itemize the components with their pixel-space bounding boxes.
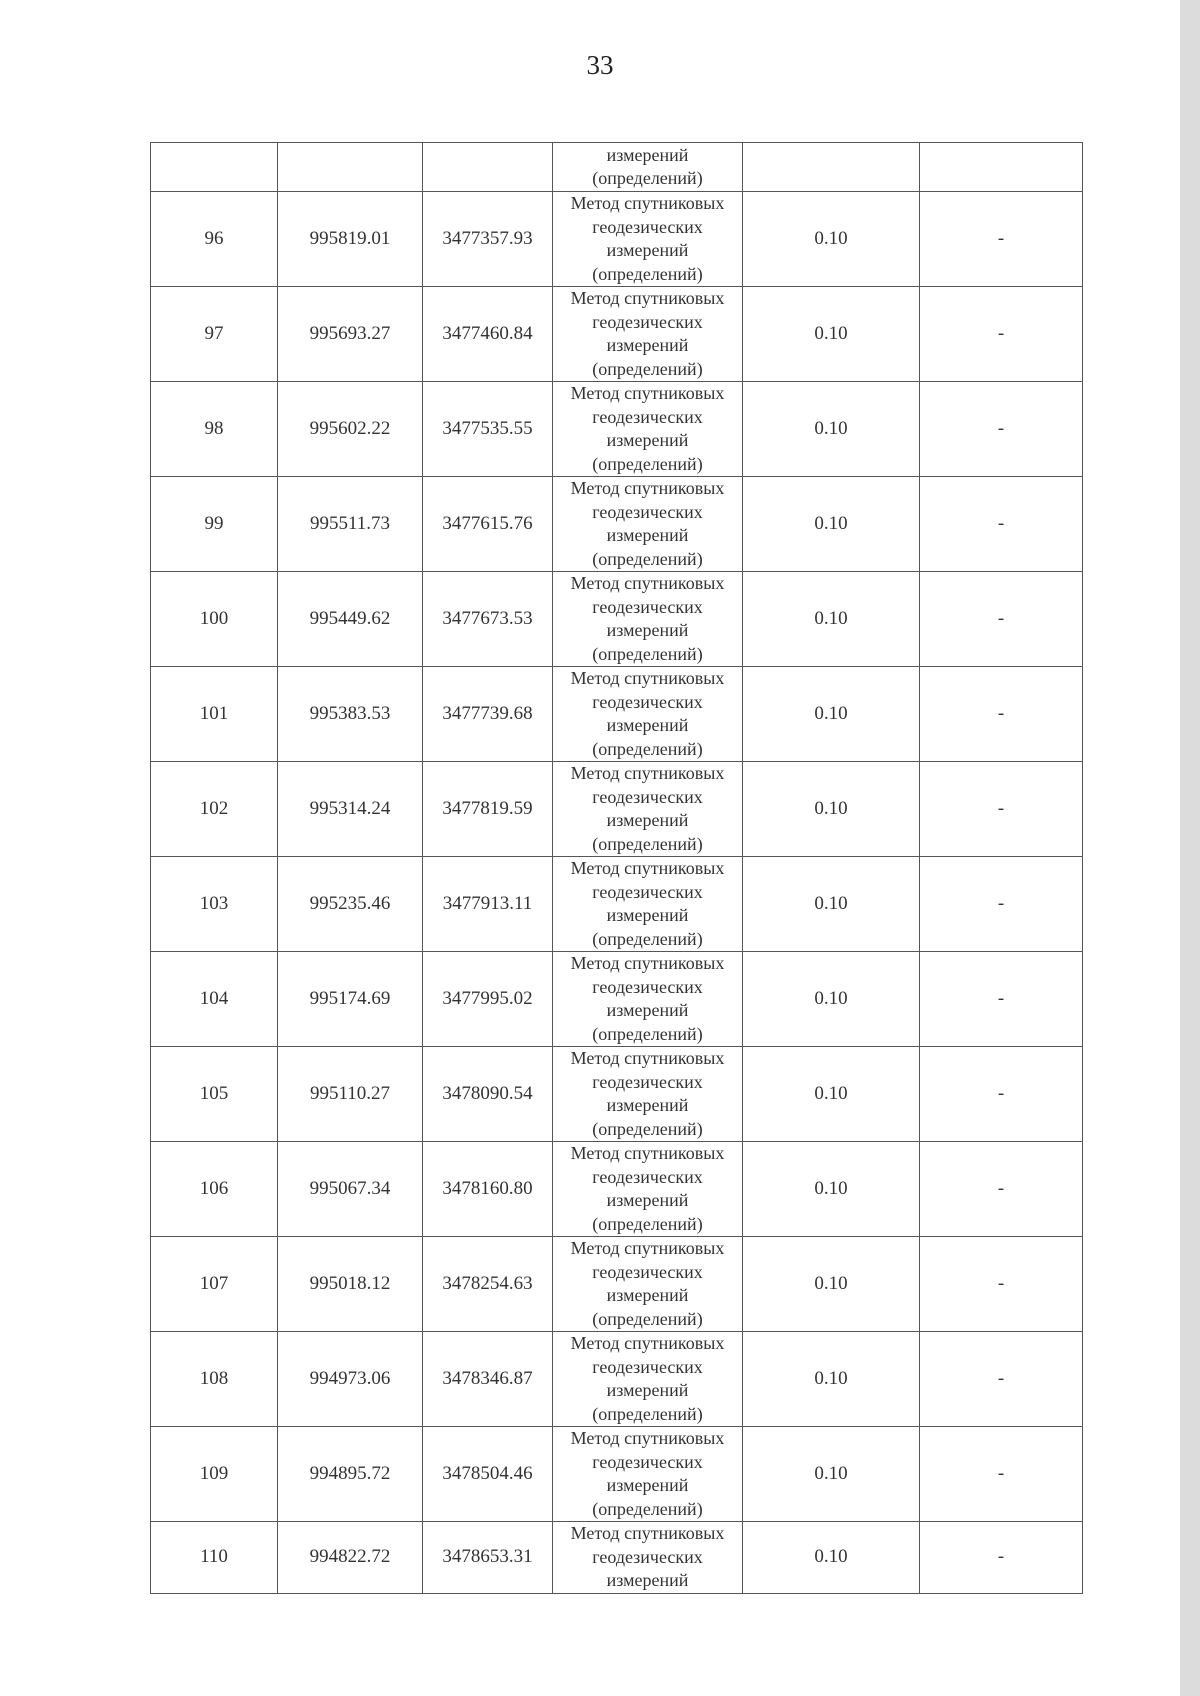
table-body xyxy=(151,143,1083,1594)
method-line: измерений xyxy=(606,525,689,545)
table-row xyxy=(151,667,1083,762)
method-line: (определений) xyxy=(592,263,703,284)
method-line: (определений) xyxy=(592,358,703,379)
cell-x: 995449.62 xyxy=(278,572,423,667)
cell-number: 96 xyxy=(151,192,278,287)
method-line: (определений) xyxy=(592,643,703,664)
cell-y: 3477673.53 xyxy=(423,572,553,667)
cell-note: - xyxy=(920,952,1083,1047)
method-line: геодезических xyxy=(592,691,703,712)
table-row xyxy=(151,1047,1083,1142)
method-line: Метод спутниковых xyxy=(570,288,725,308)
method-line: (определений) xyxy=(592,1498,703,1519)
cell-number xyxy=(151,143,278,192)
cell-note xyxy=(920,143,1083,192)
cell-number: 109 xyxy=(151,1427,278,1522)
cell-number: 100 xyxy=(151,572,278,667)
cell-number: 104 xyxy=(151,952,278,1047)
method-line: (определений) xyxy=(592,1308,703,1329)
cell-x: 995018.12 xyxy=(278,1237,423,1332)
cell-error: 0.10 xyxy=(743,1522,920,1594)
cell-x: 994973.06 xyxy=(278,1332,423,1427)
cell-x: 995511.73 xyxy=(278,477,423,572)
cell-number: 97 xyxy=(151,287,278,382)
method-line: геодезических xyxy=(592,406,703,427)
method-line: (определений) xyxy=(592,1213,703,1234)
method-line: Метод спутниковых xyxy=(570,1333,725,1353)
cell-y: 3477913.11 xyxy=(423,857,553,952)
cell-note: - xyxy=(920,762,1083,857)
method-line: геодезических xyxy=(592,311,703,332)
cell-y: 3478090.54 xyxy=(423,1047,553,1142)
cell-number: 102 xyxy=(151,762,278,857)
coordinates-table xyxy=(150,142,1083,1594)
cell-x: 995067.34 xyxy=(278,1142,423,1237)
method-line: измерений xyxy=(606,335,689,355)
cell-method xyxy=(553,477,743,572)
method-line: измерений xyxy=(606,715,689,735)
cell-number: 106 xyxy=(151,1142,278,1237)
cell-note: - xyxy=(920,287,1083,382)
cell-method xyxy=(553,1522,743,1594)
method-line: Метод спутниковых xyxy=(570,1143,725,1163)
method-line: геодезических xyxy=(592,1071,703,1092)
method-line: геодезических xyxy=(592,1166,703,1187)
cell-x: 995174.69 xyxy=(278,952,423,1047)
method-line: (определений) xyxy=(592,168,703,188)
cell-note: - xyxy=(920,1237,1083,1332)
cell-number: 108 xyxy=(151,1332,278,1427)
table-row xyxy=(151,857,1083,952)
cell-x: 995110.27 xyxy=(278,1047,423,1142)
method-line: (определений) xyxy=(592,1118,703,1139)
cell-y: 3478504.46 xyxy=(423,1427,553,1522)
method-line: Метод спутниковых xyxy=(570,478,725,498)
cell-method xyxy=(553,1237,743,1332)
cell-error: 0.10 xyxy=(743,192,920,287)
cell-method xyxy=(553,952,743,1047)
method-line: измерений xyxy=(606,1475,689,1495)
cell-x: 995383.53 xyxy=(278,667,423,762)
cell-y: 3477535.55 xyxy=(423,382,553,477)
table-row xyxy=(151,477,1083,572)
cell-method xyxy=(553,1047,743,1142)
cell-y: 3477615.76 xyxy=(423,477,553,572)
cell-y: 3478653.31 xyxy=(423,1522,553,1594)
cell-x: 995819.01 xyxy=(278,192,423,287)
cell-x: 995235.46 xyxy=(278,857,423,952)
cell-error: 0.10 xyxy=(743,1142,920,1237)
table-row xyxy=(151,952,1083,1047)
cell-note: - xyxy=(920,477,1083,572)
method-line: Метод спутниковых xyxy=(570,1238,725,1258)
method-line: Метод спутниковых xyxy=(570,858,725,878)
cell-number: 98 xyxy=(151,382,278,477)
method-line: Метод спутниковых xyxy=(570,668,725,688)
cell-method xyxy=(553,1332,743,1427)
cell-y: 3477995.02 xyxy=(423,952,553,1047)
method-line: измерений xyxy=(606,1380,689,1400)
method-line: геодезических xyxy=(592,501,703,522)
cell-method xyxy=(553,857,743,952)
cell-note: - xyxy=(920,192,1083,287)
cell-y: 3477357.93 xyxy=(423,192,553,287)
cell-number: 103 xyxy=(151,857,278,952)
page-number: 33 xyxy=(586,50,614,80)
method-line: (определений) xyxy=(592,833,703,854)
table-row xyxy=(151,1237,1083,1332)
table-row xyxy=(151,382,1083,477)
cell-x: 994895.72 xyxy=(278,1427,423,1522)
cell-note: - xyxy=(920,1522,1083,1594)
cell-y: 3477739.68 xyxy=(423,667,553,762)
cell-error: 0.10 xyxy=(743,667,920,762)
cell-y xyxy=(423,143,553,192)
cell-method xyxy=(553,192,743,287)
cell-note: - xyxy=(920,857,1083,952)
method-line: измерений xyxy=(606,144,689,165)
cell-error: 0.10 xyxy=(743,572,920,667)
method-line: измерений xyxy=(606,1095,689,1115)
method-line: Метод спутниковых xyxy=(570,1428,725,1448)
method-line: геодезических xyxy=(592,786,703,807)
method-line: измерений xyxy=(606,810,689,830)
cell-error: 0.10 xyxy=(743,382,920,477)
method-line: измерений xyxy=(606,1570,689,1590)
table-row xyxy=(151,762,1083,857)
table-row xyxy=(151,192,1083,287)
method-line: измерений xyxy=(606,240,689,260)
cell-error: 0.10 xyxy=(743,1427,920,1522)
method-line: геодезических xyxy=(592,1546,703,1567)
cell-x: 994822.72 xyxy=(278,1522,423,1594)
method-line: измерений xyxy=(606,430,689,450)
table-row xyxy=(151,1142,1083,1237)
cell-error: 0.10 xyxy=(743,857,920,952)
method-line: Метод спутниковых xyxy=(570,573,725,593)
method-line: геодезических xyxy=(592,881,703,902)
cell-error: 0.10 xyxy=(743,477,920,572)
method-line: (определений) xyxy=(592,928,703,949)
cell-method xyxy=(553,572,743,667)
cell-x: 995602.22 xyxy=(278,382,423,477)
cell-method xyxy=(553,1427,743,1522)
cell-note: - xyxy=(920,1047,1083,1142)
cell-y: 3478254.63 xyxy=(423,1237,553,1332)
method-line: Метод спутниковых xyxy=(570,953,725,973)
method-line: Метод спутниковых xyxy=(570,383,725,403)
method-line: геодезических xyxy=(592,216,703,237)
cell-number: 110 xyxy=(151,1522,278,1594)
page-edge xyxy=(1180,0,1200,1696)
method-line: измерений xyxy=(606,1000,689,1020)
continuation-row xyxy=(151,143,1083,192)
cell-number: 99 xyxy=(151,477,278,572)
method-line: измерений xyxy=(606,1285,689,1305)
cell-number: 101 xyxy=(151,667,278,762)
table-row xyxy=(151,287,1083,382)
cell-note: - xyxy=(920,1142,1083,1237)
table-row xyxy=(151,1332,1083,1427)
method-line: Метод спутниковых xyxy=(570,1523,725,1543)
cell-note: - xyxy=(920,572,1083,667)
method-line: геодезических xyxy=(592,976,703,997)
cell-y: 3477460.84 xyxy=(423,287,553,382)
method-line: Метод спутниковых xyxy=(570,193,725,213)
cell-y: 3478346.87 xyxy=(423,1332,553,1427)
cell-error: 0.10 xyxy=(743,1237,920,1332)
cell-method xyxy=(553,382,743,477)
table-row xyxy=(151,1427,1083,1522)
cell-note: - xyxy=(920,1427,1083,1522)
method-line: (определений) xyxy=(592,738,703,759)
cell-method xyxy=(553,143,743,192)
table-row xyxy=(151,1522,1083,1594)
cell-x: 995314.24 xyxy=(278,762,423,857)
cell-x: 995693.27 xyxy=(278,287,423,382)
cell-y: 3477819.59 xyxy=(423,762,553,857)
cell-number: 107 xyxy=(151,1237,278,1332)
method-line: (определений) xyxy=(592,453,703,474)
cell-error: 0.10 xyxy=(743,1047,920,1142)
method-line: (определений) xyxy=(592,1023,703,1044)
cell-error: 0.10 xyxy=(743,287,920,382)
cell-note: - xyxy=(920,1332,1083,1427)
cell-error: 0.10 xyxy=(743,1332,920,1427)
method-line: геодезических xyxy=(592,1261,703,1282)
method-line: Метод спутниковых xyxy=(570,1048,725,1068)
method-line: (определений) xyxy=(592,1403,703,1424)
cell-error: 0.10 xyxy=(743,762,920,857)
cell-method xyxy=(553,762,743,857)
method-line: измерений xyxy=(606,620,689,640)
cell-error: 0.10 xyxy=(743,952,920,1047)
method-line: измерений xyxy=(606,1190,689,1210)
method-line: (определений) xyxy=(592,548,703,569)
method-line: геодезических xyxy=(592,596,703,617)
table-row xyxy=(151,572,1083,667)
cell-y: 3478160.80 xyxy=(423,1142,553,1237)
method-line: измерений xyxy=(606,905,689,925)
method-line: геодезических xyxy=(592,1356,703,1377)
method-line: геодезических xyxy=(592,1451,703,1472)
cell-method xyxy=(553,287,743,382)
cell-x xyxy=(278,143,423,192)
cell-number: 105 xyxy=(151,1047,278,1142)
cell-error xyxy=(743,143,920,192)
cell-method xyxy=(553,667,743,762)
cell-method xyxy=(553,1142,743,1237)
cell-note: - xyxy=(920,667,1083,762)
cell-note: - xyxy=(920,382,1083,477)
method-line: Метод спутниковых xyxy=(570,763,725,783)
